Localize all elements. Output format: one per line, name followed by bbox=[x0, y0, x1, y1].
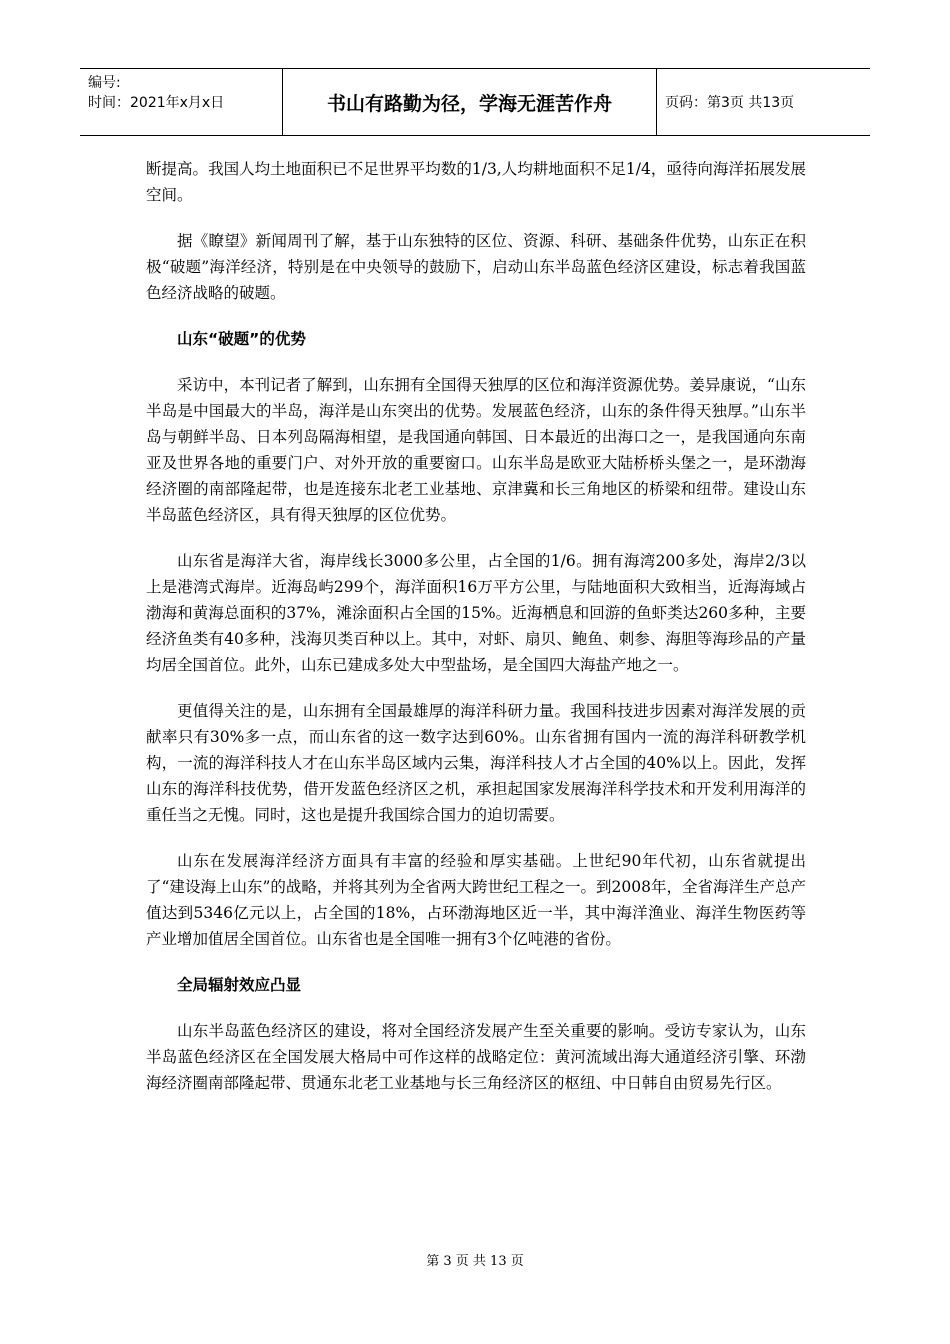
header-page-number: 页码：第3页 共13页 bbox=[665, 95, 795, 111]
paragraph: 更值得关注的是，山东拥有全国最雄厚的海洋科研力量。我国科技进步因素对海洋发展的贡献率只有30%多一点，而山东省的这一数字达到60%。山东省拥有国内一流的海洋科研教学机构，一流的海洋科技人才在山东半岛区域内云集，海洋科技人才占全国的40%以上。因此，发挥山东的海洋科技优势，借开发蓝色经济区之机，承担起国家发展海洋科学技术和开发利用海洋的重任当之无愧。同时，这也是提升我国综合国力的迫切需要。 bbox=[146, 702, 806, 824]
page-header bbox=[80, 68, 870, 136]
header-motto: 书山有路勤为径，学海无涯苦作舟 bbox=[283, 69, 657, 135]
document-body bbox=[146, 156, 806, 1116]
page-footer: 第 3 页 共 13 页 bbox=[426, 1254, 524, 1269]
paragraph: 断提高。我国人均土地面积已不足世界平均数的1/3,人均耕地面积不足1/4，亟待向海洋拓展发展空间。 bbox=[146, 160, 806, 204]
paragraph: 山东省是海洋大省，海岸线长3000多公里，占全国的1/6。拥有海湾200多处，海岸2/3以上是港湾式海岸。近海岛屿299个，海洋面积16万平方公里，与陆地面积大致相当，近海海域占渤海和黄海总面积的37%，滩涂面积占全国的15%。近海栖息和回游的鱼虾类达260多种，主要经济鱼类有40多种，浅海贝类百种以上。其中，对虾、扇贝、鲍鱼、刺参、海胆等海珍品的产量均居全国首位。此外，山东已建成多处大中型盐场，是全国四大海盐产地之一。 bbox=[146, 552, 806, 674]
document-time-label: 时间：2021年x月x日 bbox=[88, 95, 225, 111]
paragraph: 山东在发展海洋经济方面具有丰富的经验和厚实基础。上世纪90年代初，山东省就提出了“建设海上山东”的战略，并将其列为全省两大跨世纪工程之一。到2008年，全省海洋生产总产值达到5346亿元以上，占全国的18%，占环渤海地区近一半，其中海洋渔业、海洋生物医药等产业增加值居全国首位。山东省也是全国唯一拥有3个亿吨港的省份。 bbox=[146, 852, 806, 948]
document-code-label: 编号: bbox=[88, 75, 121, 91]
paragraph: 据《瞭望》新闻周刊了解，基于山东独特的区位、资源、科研、基础条件优势，山东正在积极“破题”海洋经济，特别是在中央领导的鼓励下，启动山东半岛蓝色经济区建设，标志着我国蓝色经济战略的破题。 bbox=[146, 232, 806, 302]
header-meta-cell bbox=[80, 69, 283, 135]
paragraph: 采访中，本刊记者了解到，山东拥有全国得天独厚的区位和海洋资源优势。姜异康说，“山东半岛是中国最大的半岛，海洋是山东突出的优势。发展蓝色经济，山东的条件得天独厚。”山东半岛与朝鲜半岛、日本列岛隔海相望，是我国通向韩国、日本最近的出海口之一，是我国通向东南亚及世界各地的重要门户、对外开放的重要窗口。山东半岛是欧亚大陆桥桥头堡之一，是环渤海经济圈的南部隆起带，也是连接东北老工业基地、京津冀和长三角地区的桥梁和纽带。建设山东半岛蓝色经济区，具有得天独厚的区位优势。 bbox=[146, 376, 806, 524]
section-heading: 全局辐射效应凸显 bbox=[177, 976, 302, 994]
paragraph: 山东半岛蓝色经济区的建设，将对全国经济发展产生至关重要的影响。受访专家认为，山东半岛蓝色经济区在全国发展大格局中可作这样的战略定位：黄河流域出海大通道经济引擎、环渤海经济圈南部隆起带、贯通东北老工业基地与长三角经济区的枢纽、中日韩自由贸易先行区。 bbox=[146, 1022, 806, 1092]
section-heading: 山东“破题”的优势 bbox=[177, 330, 306, 348]
